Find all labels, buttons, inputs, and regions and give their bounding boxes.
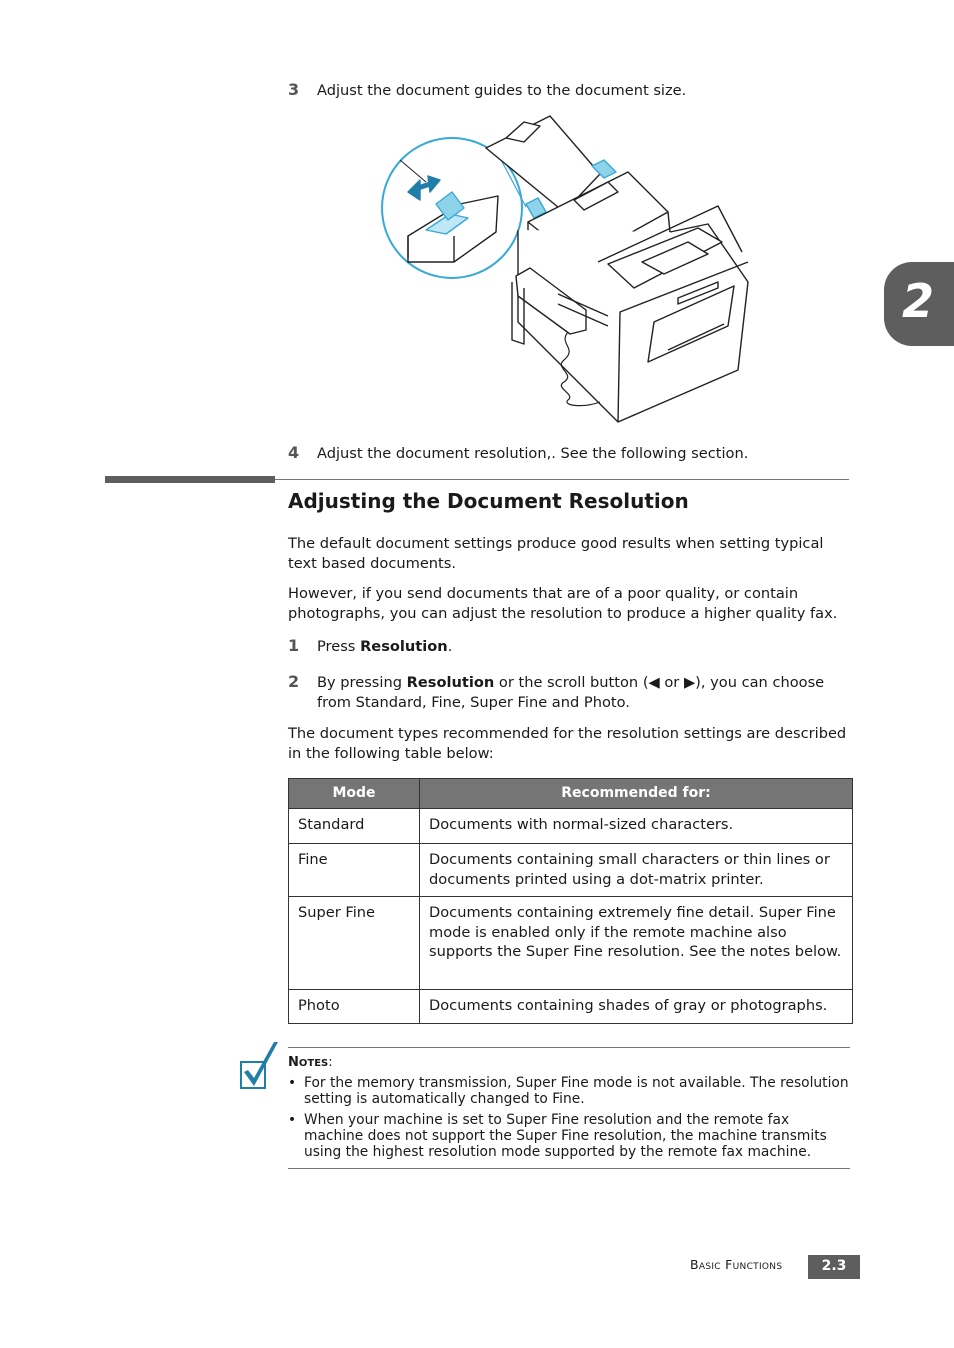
notes-heading-cap: N (288, 1055, 299, 1070)
note-item: For the memory transmission, Super Fine mode is not available. The resolution setting is automatically changed to Fine. (304, 1075, 849, 1107)
table-intro: The document types recommended for the resolution settings are described in the following table below: (288, 725, 847, 762)
checkmark-note-icon (238, 1040, 282, 1092)
section-rule-thin (275, 479, 849, 480)
note-bullet: • (288, 1112, 297, 1128)
note-item: When your machine is set to Super Fine resolution and the remote fax machine does not support the Super Fine resolution, the machine transmits using the highest resolution mode supported by the remote fax machine. (304, 1112, 827, 1160)
recommended-cell: Documents containing small characters or thin lines or documents printed using a dot-matrix printer. (420, 844, 853, 897)
table-row (289, 809, 853, 844)
paragraph-default-settings: The default document settings produce good results when setting typical text based documents. (288, 535, 824, 572)
footer-section-label: Basic Functions (690, 1257, 783, 1272)
table-row (289, 844, 853, 897)
mode-cell: Photo (289, 990, 420, 1024)
header-mode: Mode (289, 779, 420, 809)
recommended-cell: Documents containing extremely fine detail. Super Fine mode is enabled only if the remote machine also supports the Super Fine resolution. See the notes below. (420, 897, 853, 990)
notes-heading-rest: OTES (298, 1058, 329, 1069)
recommended-cell: Documents with normal-sized characters. (420, 809, 853, 844)
step-3-number: 3 (288, 80, 300, 99)
step-3-text: Adjust the document guides to the document size. (317, 82, 687, 99)
step-2-number: 2 (288, 672, 300, 691)
note-bullet: • (288, 1075, 297, 1091)
section-rule-thick (105, 476, 275, 483)
chapter-number: 2 (902, 274, 935, 328)
table-header-row (289, 779, 853, 809)
step-1-number: 1 (288, 636, 300, 655)
step-2-key: Resolution (406, 674, 495, 691)
resolution-table (288, 778, 853, 1024)
step-4-text: Adjust the document resolution,. See the following section. (317, 445, 749, 462)
mode-cell: Fine (289, 844, 420, 897)
mode-cell: Standard (289, 809, 420, 844)
step-2-text (317, 673, 852, 712)
step-4-number: 4 (288, 443, 300, 462)
chapter-tab (884, 262, 954, 346)
notes-heading (288, 1055, 333, 1070)
step-1-key: Resolution (360, 638, 448, 655)
footer-page-number: 2.3 (808, 1255, 860, 1279)
step-1-prefix: Press (317, 638, 361, 655)
notes-rule-bottom (288, 1168, 850, 1169)
step-2-prefix: By pressing (317, 674, 407, 691)
table-row (289, 990, 853, 1024)
mode-cell: Super Fine (289, 897, 420, 990)
step-1-suffix: . (447, 638, 453, 655)
fax-machine-illustration (378, 112, 762, 428)
step-2-suffix: or the scroll button (◀ or ▶), you can choose from Standard, Fine, Super Fine and Photo. (317, 674, 825, 711)
recommended-cell: Documents containing shades of gray or photographs. (420, 990, 853, 1024)
notes-heading-colon: : (328, 1055, 333, 1070)
paragraph-poor-quality: However, if you send documents that are of a poor quality, or contain photographs, you can adjust the resolution to produce a higher quality fax. (288, 585, 838, 622)
step-1-text (317, 637, 452, 657)
table-row (289, 897, 853, 990)
notes-rule-top (288, 1047, 850, 1048)
section-heading: Adjusting the Document Resolution (288, 489, 689, 513)
header-recommended: Recommended for: (420, 779, 853, 809)
